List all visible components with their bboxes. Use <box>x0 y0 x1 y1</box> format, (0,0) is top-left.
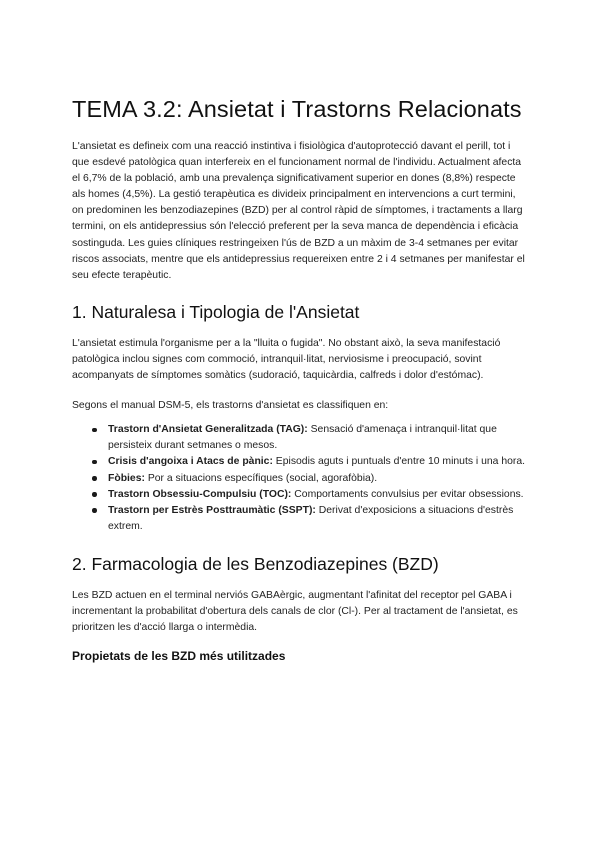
list-item <box>108 422 528 454</box>
list-item <box>108 454 528 470</box>
bullet-icon <box>92 460 97 465</box>
list-item-term: Fòbies: <box>108 472 145 484</box>
section-1-heading: 1. Naturalesa i Tipologia de l'Ansietat <box>72 301 360 322</box>
document-title: TEMA 3.2: Ansietat i Trastorns Relacionats <box>72 96 522 122</box>
list-item-term: Trastorn per Estrès Posttraumàtic (SSPT): <box>108 504 316 516</box>
section-1-paragraph-1: L'ansietat estimula l'organisme per a la "lluita o fugida". No obstant això, la seva manifestació patològica inclou signes com commoció, intranquil·litat, nerviosisme i preocupació, sovint acompanyats de símptomes somàtics (sudoració, taquicàrdia, calfreds i dolor d'estómac). <box>72 337 501 382</box>
list-item <box>108 471 528 487</box>
list-item-text: Derivat d'exposicions a situacions d'estrès extrem. <box>108 504 514 532</box>
list-item-term: Crisis d'angoixa i Atacs de pànic: <box>108 456 273 468</box>
section-2-paragraph-1: Les BZD actuen en el terminal nerviós GABAèrgic, augmentant l'afinitat del receptor pel GABA i incrementant la probabilitat d'obertura dels canals de clor (Cl-). Per al tractament de l'ansietat, es prioritzen les d'acció llarga o intermèdia. <box>72 589 518 634</box>
list-item-text: Episodis aguts i puntuals d'entre 10 minuts i una hora. <box>272 456 526 468</box>
list-item-term: Trastorn d'Ansietat Generalitzada (TAG): <box>108 424 308 436</box>
list-item-text: Sensació d'amenaça i intranquil·litat que persisteix durant setmanes o mesos. <box>108 424 497 452</box>
section-2-heading: 2. Farmacologia de les Benzodiazepines (BZD) <box>72 553 439 574</box>
bullet-icon <box>92 428 97 433</box>
bullet-icon <box>92 492 97 497</box>
list-item-term: Trastorn Obsessiu-Compulsiu (TOC): <box>108 488 292 500</box>
list-item-text: Comportaments convulsius per evitar obsessions. <box>291 488 524 500</box>
section-2-subheading: Propietats de les BZD més utilitzades <box>72 649 286 664</box>
intro-paragraph: L'ansietat es defineix com una reacció instintiva i fisiològica d'autoprotecció davant el perill, tot i que esdevé patològica quan interfereix en el funcionament normal de l'individu. Actualment afecta el 6,7% de la població, amb una prevalença significativament superior en dones (8,8%) respecte als homes (4,5%). La gestió terapèutica es divideix principalment en intervencions a curt termini, on predominen les benzodiazepines (BZD) per al control ràpid de símptomes, i tractaments a llarg termini, on els antidepressius són l'elecció preferent per la seva manca de dependència i eficàcia sostinguda. Les guies clíniques restringeixen l'ús de BZD a un màxim de 3-4 setmanes per evitar riscos associats, mentre que els antidepressius requereixen entre 2 i 4 setmanes per manifestar el seu efecte terapèutic. <box>72 141 525 281</box>
list-item <box>108 487 528 503</box>
bullet-icon <box>92 476 97 481</box>
section-1-paragraph-2: Segons el manual DSM-5, els trastorns d'ansietat es classifiquen en: <box>72 400 389 412</box>
bullet-icon <box>92 508 97 513</box>
disorder-list <box>72 422 528 535</box>
list-item-text: Por a situacions específiques (social, agorafòbia). <box>144 472 378 484</box>
list-item <box>108 503 528 535</box>
